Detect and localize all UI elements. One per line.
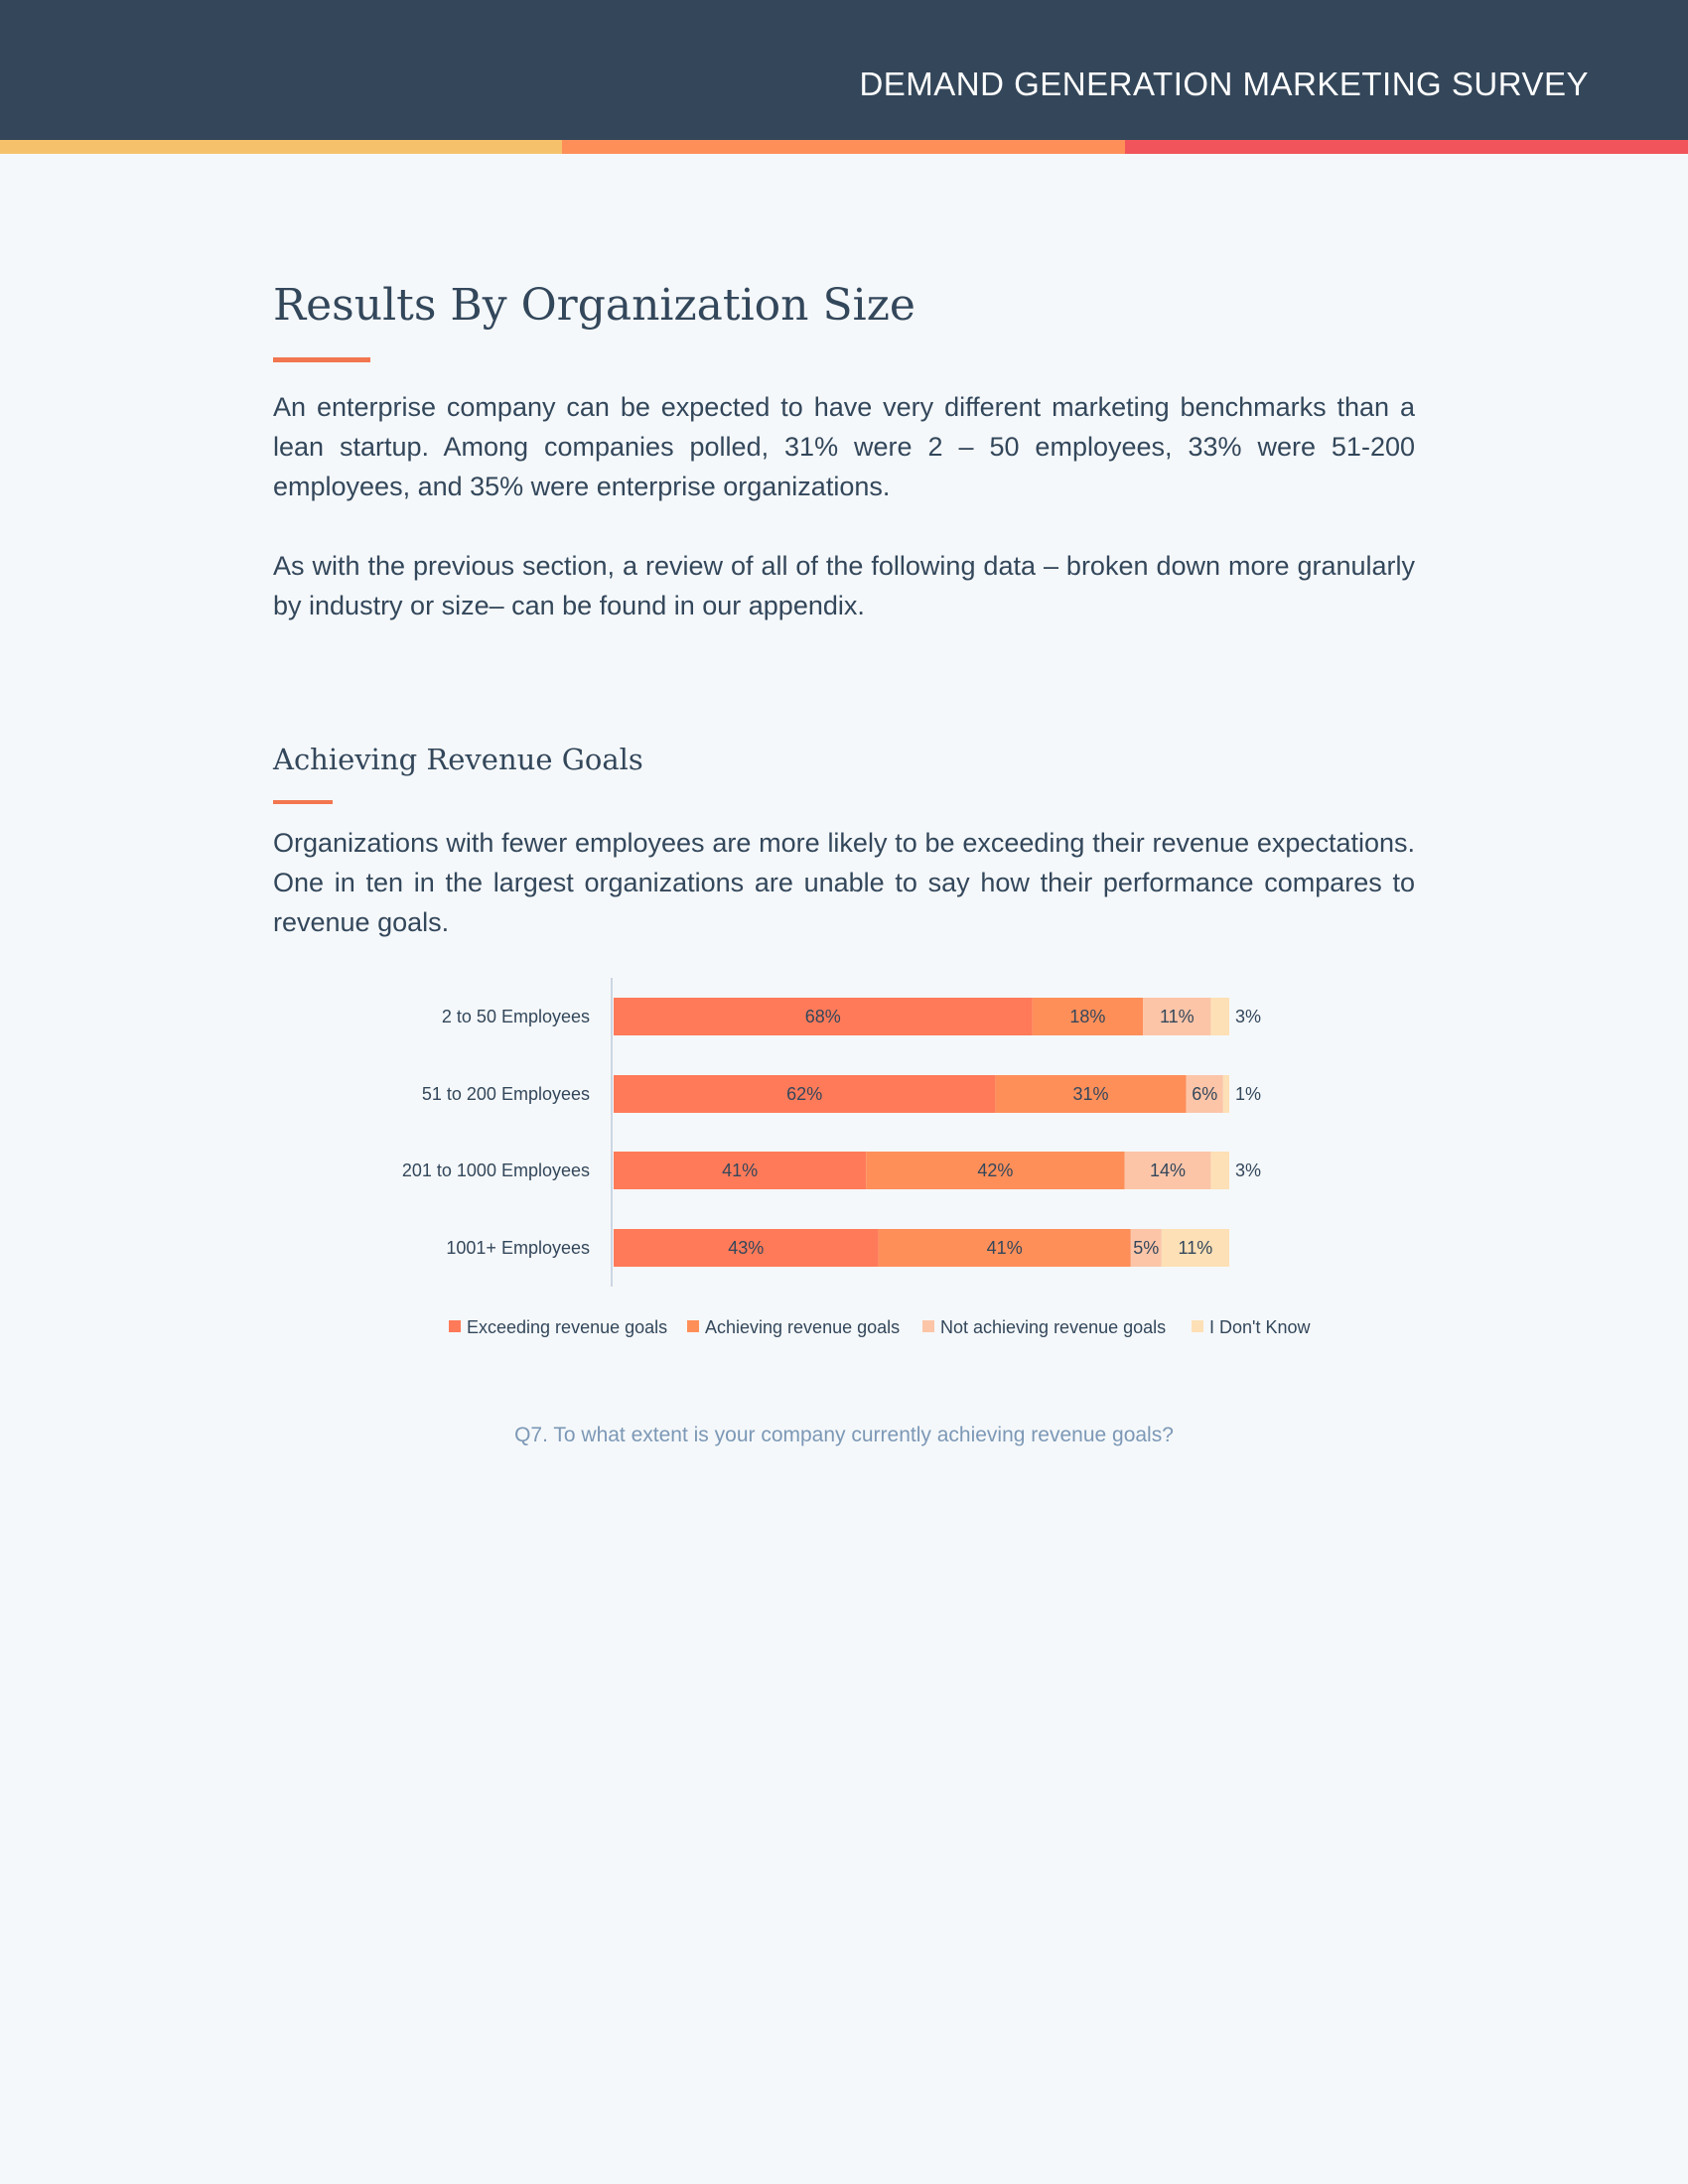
- data-label: 18%: [1069, 1007, 1106, 1026]
- data-label: 11%: [1159, 1007, 1195, 1026]
- data-label: 14%: [1149, 1160, 1187, 1180]
- category-label: 2 to 50 Employees: [441, 1007, 590, 1026]
- legend-swatch: [1192, 1320, 1203, 1332]
- data-label: 31%: [1072, 1084, 1109, 1104]
- legend-label: I Don't Know: [1209, 1317, 1311, 1337]
- category-label: 1001+ Employees: [446, 1238, 590, 1258]
- data-label: 5%: [1133, 1238, 1160, 1258]
- legend-swatch: [449, 1320, 461, 1332]
- data-label: 3%: [1235, 1160, 1262, 1180]
- section-title: Results By Organization Size: [273, 280, 915, 331]
- survey-title: DEMAND GENERATION MARKETING SURVEY: [859, 66, 1589, 102]
- legend-swatch: [687, 1320, 699, 1332]
- data-label: 41%: [986, 1238, 1023, 1258]
- data-label: 42%: [977, 1160, 1014, 1180]
- data-label: 41%: [722, 1160, 759, 1180]
- subsection-title: Achieving Revenue Goals: [273, 743, 643, 776]
- data-label: 68%: [804, 1007, 841, 1026]
- legend-label: Not achieving revenue goals: [940, 1317, 1167, 1337]
- legend-label: Achieving revenue goals: [705, 1317, 901, 1337]
- revenue-paragraph: Organizations with fewer employees are more likely to be exceeding their revenue expectations. One in ten in the largest organizations are unable to say how their performance compares to revenue goals.: [273, 828, 1415, 937]
- category-label: 201 to 1000 Employees: [401, 1160, 590, 1180]
- bar-segment: [1210, 998, 1229, 1035]
- data-label: 3%: [1235, 1007, 1262, 1026]
- bar-segment: [1223, 1075, 1229, 1113]
- chart-caption: Q7. To what extent is your company currently achieving revenue goals?: [514, 1424, 1174, 1446]
- intro-paragraph: An enterprise company can be expected to have very different marketing benchmarks than a lean startup. Among companies polled, 31% were 2 – 50 employees, 33% were 51-200 employees, and 35% were enterprise organizations.: [273, 392, 1415, 501]
- bar-segment: [1210, 1152, 1229, 1189]
- appendix-paragraph: As with the previous section, a review of all of the following data – broken down more granularly by industry or size– can be found in our appendix.: [273, 551, 1415, 620]
- data-label: 11%: [1178, 1238, 1213, 1258]
- category-label: 51 to 200 Employees: [421, 1084, 590, 1104]
- legend-swatch: [922, 1320, 934, 1332]
- data-label: 43%: [728, 1238, 765, 1258]
- data-label: 62%: [786, 1084, 823, 1104]
- data-label: 1%: [1235, 1084, 1262, 1104]
- data-label: 6%: [1192, 1084, 1218, 1104]
- legend-label: Exceeding revenue goals: [467, 1317, 668, 1337]
